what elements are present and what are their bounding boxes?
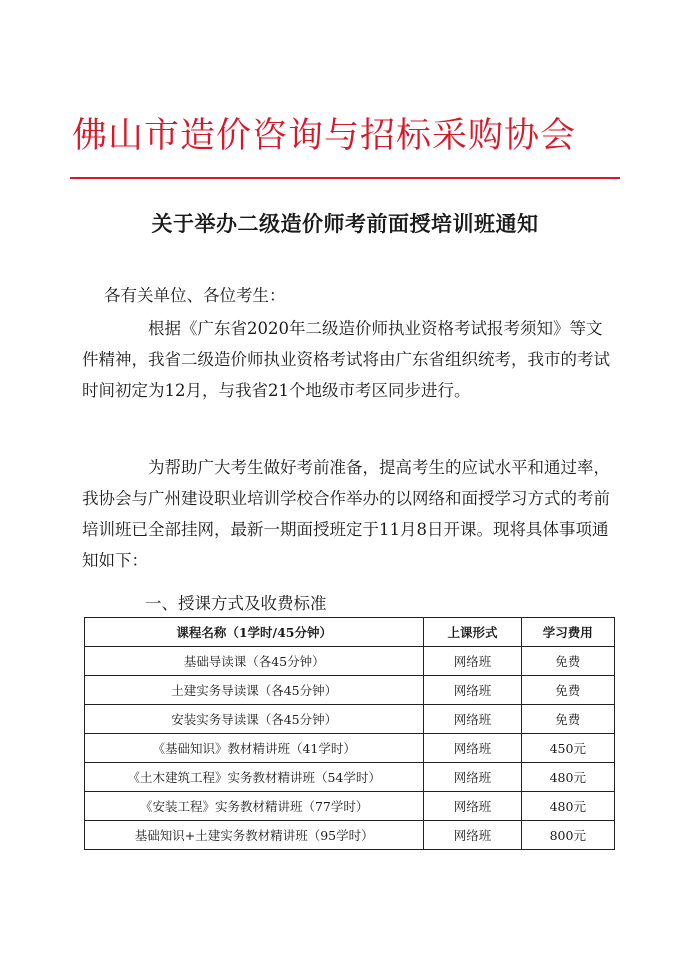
- header-mode: 上课形式: [424, 618, 521, 647]
- fee-cell: 480元: [521, 792, 614, 821]
- fee-cell: 免费: [521, 647, 614, 676]
- table-row: [85, 763, 615, 792]
- mode-cell: 网络班: [424, 676, 521, 705]
- course-cell: 基础导读课（各45分钟）: [85, 647, 424, 676]
- fee-cell: 免费: [521, 676, 614, 705]
- fee-table-header-row: [85, 618, 615, 647]
- course-cell: 《安装工程》实务教材精讲班（77学时）: [85, 792, 424, 821]
- paragraph-1: 根据《广东省2020年二级造价师执业资格考试报考须知》等文件精神，我省二级造价师执业资格考试将由广东省组织统考，我市的考试时间初定为12月，与我省21个地级市考区同步进行。: [82, 319, 610, 400]
- letterhead-red-rule: [70, 177, 620, 179]
- table-row: [85, 705, 615, 734]
- mode-cell: 网络班: [424, 821, 521, 850]
- mode-cell: 网络班: [424, 763, 521, 792]
- course-cell: 《基础知识》教材精讲班（41学时）: [85, 734, 424, 763]
- fee-table: [84, 617, 615, 850]
- fee-cell: 免费: [521, 705, 614, 734]
- paragraph-2: 为帮助广大考生做好考前准备，提高考生的应试水平和通过率，我协会与广州建设职业培训学校合作举办的以网络和面授学习方式的考前培训班已全部挂网，最新一期面授班定于11月8日开课。现将具体事项通知如下：: [82, 458, 610, 570]
- course-cell: 《土木建筑工程》实务教材精讲班（54学时）: [85, 763, 424, 792]
- paragraph-1-container: [82, 313, 612, 406]
- mode-cell: 网络班: [424, 792, 521, 821]
- section-1-heading: 一、授课方式及收费标准: [145, 594, 327, 613]
- fee-cell: 450元: [521, 734, 614, 763]
- mode-cell: 网络班: [424, 705, 521, 734]
- mode-cell: 网络班: [424, 734, 521, 763]
- fee-cell: 480元: [521, 763, 614, 792]
- table-row: [85, 821, 615, 850]
- course-cell: 土建实务导读课（各45分钟）: [85, 676, 424, 705]
- course-cell: 基础知识+土建实务教材精讲班（95学时）: [85, 821, 424, 850]
- header-fee: 学习费用: [521, 618, 614, 647]
- table-row: [85, 734, 615, 763]
- table-row: [85, 647, 615, 676]
- table-row: [85, 792, 615, 821]
- org-letterhead-title: 佛山市造价咨询与招标采购协会: [72, 116, 577, 156]
- mode-cell: 网络班: [424, 647, 521, 676]
- header-course: 课程名称（1学时/45分钟）: [85, 618, 424, 647]
- table-row: [85, 676, 615, 705]
- paragraph-2-container: [82, 452, 612, 576]
- fee-cell: 800元: [521, 821, 614, 850]
- course-cell: 安装实务导读课（各45分钟）: [85, 705, 424, 734]
- notice-title: 关于举办二级造价师考前面授培训班通知: [151, 211, 539, 236]
- salutation: 各有关单位、各位考生：: [104, 286, 286, 305]
